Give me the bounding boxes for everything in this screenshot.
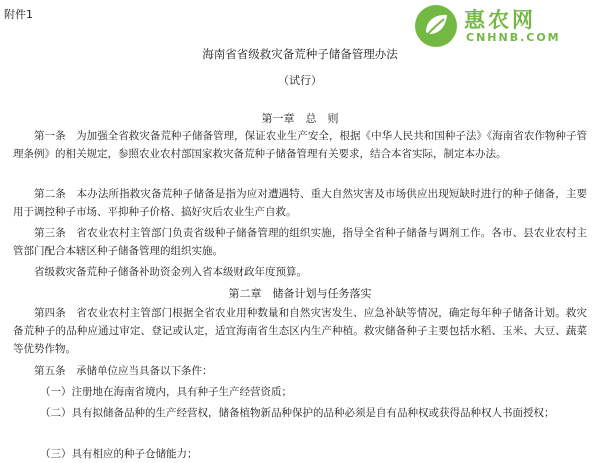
- annex-label: 附件1: [4, 8, 33, 21]
- condition-1: （一）注册地在海南省境内，具有种子生产经营资质；: [40, 386, 292, 398]
- article-2: 第二条 本办法所指救灾备荒种子储备是指为应对遭遇特、重大自然灾害及市场供应出现短缺时进行的种子储备，主要用于调控种子市场、平抑种子价格、搞好灾后农业生产自救。: [13, 188, 587, 218]
- site-logo[interactable]: [414, 4, 592, 48]
- chapter-1-heading: 第一章 总 则: [261, 112, 339, 125]
- logo-name-cn: 惠农网: [464, 8, 536, 32]
- chapter-2-heading: 第二章 储备计划与任务落实: [228, 287, 372, 300]
- leaf-logo-icon: [414, 4, 458, 48]
- article-4: 第四条 省农业农村主管部门根据全省农业用种数量和自然灾害发生、应急补缺等情况，确定每年种子储备计划。救灾备荒种子的品种应通过审定、登记或认定，适宜海南省生态区内生产种植。救灾储备种子主要包括水稻、玉米、大豆、蔬菜等优势作物。: [13, 307, 587, 355]
- article-5: 第五条 承储单位应当具备以下条件：: [34, 365, 213, 377]
- article-3: 第三条 省农业农村主管部门负责省级种子储备管理的组织实施，指导全省种子储备与调剂工作。各市、县农业农村主管部门配合本辖区种子储备管理的组织实施。: [13, 227, 587, 257]
- document-subtitle: （试行）: [278, 74, 322, 87]
- logo-name-en: CNHNB.COM: [466, 31, 561, 44]
- condition-2: （二）具有拟储备品种的生产经营权，储备植物新品种保护的品种必须是自有品种权或获得品种权人书面授权；: [40, 407, 555, 419]
- document-title: 海南省省级救灾备荒种子储备管理办法: [202, 47, 398, 61]
- condition-3: （三）具有相应的种子仓储能力；: [40, 448, 198, 460]
- article-1: 第一条 为加强全省救灾备荒种子储备管理，保证农业生产安全，根据《中华人民共和国种子法》《海南省农作物种子管理条例》的相关规定，参照农业农村部国家救灾备荒种子储备管理有关要求，结合本省实际，制定本办法。: [13, 130, 587, 160]
- article-3-funding: 省级救灾备荒种子储备补助资金列入省本级财政年度预算。: [34, 266, 307, 278]
